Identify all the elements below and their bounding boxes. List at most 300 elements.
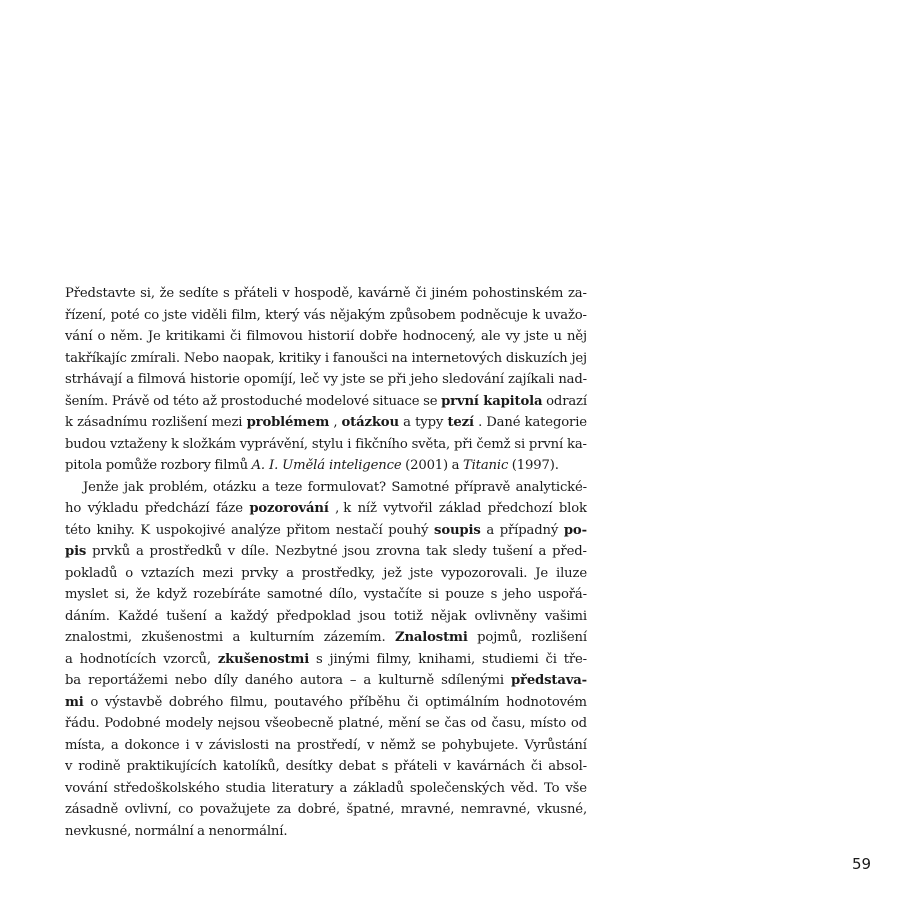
word: (1997). bbox=[511, 458, 559, 473]
word: tušení bbox=[166, 608, 207, 624]
word: se bbox=[421, 737, 436, 753]
word: se bbox=[425, 716, 440, 731]
paragraph-1 bbox=[65, 283, 587, 477]
word: kritikami bbox=[165, 329, 225, 344]
word: že bbox=[159, 286, 175, 301]
word: historie bbox=[189, 372, 240, 387]
text-line bbox=[65, 455, 587, 477]
word: si bbox=[428, 587, 439, 602]
word: když bbox=[156, 587, 187, 602]
word: přáteli bbox=[234, 286, 278, 301]
word: představa- bbox=[510, 673, 587, 688]
word: tezí bbox=[447, 415, 474, 430]
word: nějakým bbox=[329, 307, 386, 323]
word: , k bbox=[335, 501, 352, 516]
word: poutavého bbox=[274, 694, 343, 710]
word: myslet bbox=[65, 587, 109, 602]
word: díle. bbox=[240, 544, 270, 559]
word: i bbox=[347, 436, 352, 452]
word: všeobecně bbox=[264, 716, 334, 731]
word: zkušenostmi bbox=[141, 630, 223, 645]
word: této bbox=[172, 393, 199, 409]
word: a bbox=[197, 823, 205, 839]
word: něm. bbox=[110, 329, 143, 344]
word: přáteli bbox=[394, 759, 438, 774]
word: při bbox=[387, 372, 407, 387]
word: pohostinském bbox=[472, 286, 564, 301]
word: a bbox=[65, 651, 73, 667]
word: a bbox=[538, 544, 547, 559]
word: studia bbox=[225, 780, 266, 796]
word: nad- bbox=[558, 372, 587, 387]
word: kategorie bbox=[524, 415, 587, 430]
word: u bbox=[553, 329, 562, 344]
word: stylu bbox=[311, 436, 344, 452]
text-line bbox=[65, 348, 587, 370]
word: dáním. bbox=[65, 608, 110, 624]
word: a bbox=[451, 458, 460, 473]
word: vztazích bbox=[141, 565, 195, 581]
text-line bbox=[65, 799, 587, 821]
word: filmová bbox=[137, 372, 186, 387]
word: film, bbox=[231, 307, 261, 323]
word: prostředky, bbox=[301, 565, 376, 581]
word: jste bbox=[525, 329, 549, 344]
word: uspokojivé bbox=[155, 522, 226, 538]
word: v bbox=[282, 286, 290, 301]
word: kavárně bbox=[357, 286, 411, 301]
text-line bbox=[65, 498, 587, 520]
word: pokladů bbox=[65, 565, 118, 581]
word: němž bbox=[380, 737, 416, 753]
word: fáze bbox=[215, 501, 243, 516]
word: zajíkali bbox=[508, 372, 555, 387]
word: podněcuje bbox=[460, 307, 528, 323]
word: jiném bbox=[431, 286, 468, 301]
text-line bbox=[65, 477, 587, 499]
word: zrovna bbox=[376, 544, 421, 559]
word: optimálním bbox=[425, 694, 500, 710]
word: prostředí, bbox=[296, 737, 362, 753]
word: vování bbox=[65, 780, 108, 796]
word: každý bbox=[230, 608, 269, 624]
text-line bbox=[65, 434, 587, 456]
word: vzorců, bbox=[163, 651, 211, 667]
word: si, bbox=[140, 286, 155, 301]
word: k bbox=[532, 307, 541, 323]
word: místo bbox=[530, 716, 567, 731]
word: něj bbox=[566, 329, 587, 344]
word: rozlišení bbox=[531, 630, 587, 645]
word: pis bbox=[65, 544, 87, 559]
word: Je bbox=[535, 565, 549, 581]
word: sledy bbox=[452, 544, 487, 559]
word: a bbox=[363, 673, 372, 688]
paragraph-2 bbox=[65, 477, 587, 843]
word: takříkajíc bbox=[65, 350, 127, 366]
word: pomůže bbox=[105, 458, 157, 473]
word: analytické- bbox=[515, 479, 587, 495]
word: si, bbox=[114, 587, 130, 602]
text-line bbox=[65, 735, 587, 757]
word: analýze bbox=[231, 522, 281, 538]
word: ho bbox=[65, 501, 82, 516]
word: Titanic bbox=[462, 458, 509, 473]
word: filmů bbox=[214, 458, 248, 473]
text-line bbox=[65, 627, 587, 649]
word: či bbox=[415, 286, 427, 301]
word: mi bbox=[65, 694, 84, 710]
word: s bbox=[490, 587, 498, 602]
body-text bbox=[65, 283, 587, 842]
word: iluze bbox=[556, 565, 587, 581]
word: sedíte bbox=[178, 286, 219, 301]
word: k bbox=[65, 415, 73, 430]
word: dobré, bbox=[297, 802, 340, 817]
word: v bbox=[227, 544, 236, 559]
word: situace bbox=[372, 393, 420, 409]
word: reportážemi bbox=[88, 673, 168, 688]
word: vy bbox=[323, 372, 338, 387]
word: a bbox=[486, 522, 495, 538]
word: od bbox=[153, 393, 170, 409]
word: zásadně bbox=[65, 802, 119, 817]
word: předchází bbox=[144, 501, 210, 516]
word: či bbox=[407, 694, 419, 710]
word: přípravě bbox=[454, 479, 511, 495]
word: řízení, bbox=[65, 307, 107, 323]
word: hodnotovém bbox=[506, 694, 587, 710]
word: prostředků bbox=[149, 544, 222, 559]
word: šením. bbox=[65, 393, 109, 409]
word: , otázkou bbox=[333, 415, 399, 430]
word: nejsou bbox=[217, 716, 261, 731]
word: prvků bbox=[92, 544, 131, 559]
word: To bbox=[543, 780, 560, 796]
word: či bbox=[545, 651, 557, 667]
word: vztaženy bbox=[109, 436, 168, 452]
word: jej bbox=[571, 350, 587, 366]
word: až bbox=[202, 393, 217, 409]
word: kulturně bbox=[378, 673, 435, 688]
word: rodině bbox=[78, 759, 121, 774]
word: špatné, bbox=[346, 802, 395, 817]
word: otázku bbox=[212, 479, 257, 495]
word: pojmů, bbox=[477, 630, 522, 645]
word: mění bbox=[388, 716, 421, 731]
word: Podobné bbox=[104, 716, 161, 731]
word: světa, bbox=[411, 436, 451, 452]
word: formulovat? bbox=[307, 479, 386, 495]
word: považujete bbox=[199, 802, 271, 817]
word: pozorování bbox=[249, 501, 329, 516]
word: pohybujete. bbox=[441, 737, 519, 753]
word: jste bbox=[163, 307, 187, 323]
word: čas bbox=[444, 716, 466, 731]
word: v bbox=[65, 759, 73, 774]
word: problém, bbox=[148, 479, 208, 495]
word: mravné, bbox=[400, 802, 455, 817]
word: vše bbox=[565, 780, 587, 796]
word: autora bbox=[300, 673, 343, 688]
word: historií bbox=[307, 329, 355, 344]
word: nebo bbox=[174, 673, 207, 688]
word: fanoušci bbox=[332, 350, 388, 366]
word: desítky bbox=[285, 759, 333, 774]
word: o bbox=[97, 329, 106, 344]
text-line bbox=[65, 520, 587, 542]
word: A. I. Umělá inteligence bbox=[251, 458, 402, 473]
word: s bbox=[316, 651, 323, 667]
word: s bbox=[222, 286, 230, 301]
word: katolíků, bbox=[222, 759, 280, 774]
text-line bbox=[65, 283, 587, 305]
word: pouhý bbox=[388, 522, 429, 538]
word: nevkusné, bbox=[65, 823, 132, 839]
word: fikčního bbox=[355, 436, 408, 452]
word: času, bbox=[491, 716, 526, 731]
word: problémem bbox=[246, 415, 330, 430]
word: kulturním bbox=[249, 630, 315, 645]
word: řádu. bbox=[65, 716, 100, 731]
word: Samotné bbox=[391, 479, 450, 495]
word: Je bbox=[147, 329, 161, 344]
word: jsou bbox=[343, 544, 371, 559]
word: tře- bbox=[563, 651, 587, 667]
word: soupis bbox=[434, 522, 481, 538]
word: vytvořil bbox=[383, 501, 433, 516]
word: a bbox=[339, 780, 348, 796]
word: na bbox=[274, 737, 291, 753]
word: absol- bbox=[548, 759, 587, 774]
word: se bbox=[423, 393, 438, 409]
word: teze bbox=[274, 479, 303, 495]
word: hospodě, bbox=[294, 286, 354, 301]
word: zázemím. bbox=[323, 630, 386, 645]
word: o bbox=[125, 565, 134, 581]
word: vystačíte bbox=[363, 587, 422, 602]
word: filmy, bbox=[376, 651, 412, 667]
word: závislosti bbox=[208, 737, 269, 753]
word: ale bbox=[480, 329, 501, 344]
word: dílo, bbox=[328, 587, 358, 602]
word: Nezbytné bbox=[274, 544, 338, 559]
word: hodnotících bbox=[79, 651, 157, 667]
text-line bbox=[65, 584, 587, 606]
word: po- bbox=[563, 522, 587, 538]
word: ba bbox=[65, 673, 82, 688]
word: strhávají bbox=[65, 372, 122, 387]
word: literatury bbox=[271, 780, 334, 796]
word: dobře bbox=[359, 329, 398, 344]
word: normální bbox=[134, 823, 194, 839]
word: a bbox=[232, 630, 241, 645]
word: typy bbox=[415, 415, 444, 430]
word: se bbox=[369, 372, 384, 387]
word: v bbox=[195, 737, 203, 753]
text-line bbox=[65, 391, 587, 413]
text-line bbox=[65, 756, 587, 778]
word: a bbox=[135, 544, 144, 559]
word: vy bbox=[505, 329, 521, 344]
word: dokonce bbox=[124, 737, 180, 753]
word: zkušenostmi bbox=[217, 651, 310, 667]
word: filmu, bbox=[229, 694, 268, 710]
word: kritiky bbox=[278, 350, 321, 366]
word: společenských bbox=[409, 780, 505, 796]
word: rozbory bbox=[160, 458, 211, 473]
word: opomíjí, bbox=[243, 372, 297, 387]
word: přitom bbox=[286, 522, 331, 538]
word: ovlivněny bbox=[474, 608, 537, 624]
word: filmovou bbox=[246, 329, 303, 344]
word: výkladu bbox=[87, 501, 139, 516]
word: způsobem bbox=[389, 307, 456, 323]
word: poté bbox=[110, 307, 140, 323]
word: jsou bbox=[358, 608, 386, 624]
word: znalostmi, bbox=[65, 630, 132, 645]
word: jste bbox=[409, 565, 433, 581]
word: budou bbox=[65, 436, 107, 452]
word: o bbox=[90, 694, 99, 710]
word: . Dané bbox=[478, 415, 521, 430]
word: tak bbox=[426, 544, 447, 559]
word: modely bbox=[165, 716, 213, 731]
text-line bbox=[65, 305, 587, 327]
word: Vyrůstání bbox=[524, 737, 587, 753]
word: před- bbox=[552, 544, 587, 559]
word: knihami, bbox=[418, 651, 476, 667]
word: mezi bbox=[211, 415, 243, 430]
word: viděli bbox=[191, 307, 227, 323]
word: prostoduché bbox=[220, 393, 303, 409]
word: základů bbox=[353, 780, 404, 796]
word: ka- bbox=[567, 436, 587, 452]
word: Každé bbox=[117, 608, 159, 624]
word: za bbox=[276, 802, 292, 817]
word: K bbox=[140, 522, 151, 538]
text-line bbox=[65, 713, 587, 735]
word: při bbox=[453, 436, 473, 452]
text-line bbox=[65, 326, 587, 348]
word: kavárnách bbox=[456, 759, 525, 774]
word: který bbox=[265, 307, 300, 323]
word: a bbox=[286, 565, 294, 581]
word: jeho bbox=[503, 587, 532, 602]
text-line bbox=[65, 670, 587, 692]
word: Jenže bbox=[83, 479, 119, 495]
word: dobrého bbox=[168, 694, 224, 710]
word: vypozorovali. bbox=[440, 565, 528, 581]
word: věd. bbox=[510, 780, 539, 796]
word: diskuzích bbox=[505, 350, 568, 366]
word: mezi bbox=[202, 565, 234, 581]
word: na bbox=[391, 350, 408, 366]
word: od bbox=[470, 716, 487, 731]
word: jež bbox=[383, 565, 402, 581]
word: a bbox=[126, 372, 134, 387]
word: uspořá- bbox=[537, 587, 587, 602]
word: Představte bbox=[65, 286, 136, 301]
word: vkusné, bbox=[536, 802, 587, 817]
word: rozebíráte bbox=[193, 587, 261, 602]
text-line bbox=[65, 541, 587, 563]
word: předchozí bbox=[487, 501, 553, 516]
word: tušení bbox=[492, 544, 533, 559]
word: i bbox=[324, 350, 329, 366]
word: uvažo- bbox=[544, 307, 587, 323]
word: od bbox=[570, 716, 587, 731]
word: zásadnímu bbox=[77, 415, 148, 430]
word: výstavbě bbox=[104, 694, 163, 710]
word: a bbox=[110, 737, 119, 753]
word: nějak bbox=[430, 608, 467, 624]
word: modelové bbox=[305, 393, 369, 409]
word: leč bbox=[300, 372, 320, 387]
word: či bbox=[530, 759, 543, 774]
text-line bbox=[65, 778, 587, 800]
word: za- bbox=[568, 286, 587, 301]
word: Znalostmi bbox=[394, 630, 468, 645]
text-line bbox=[65, 606, 587, 628]
word: – bbox=[349, 673, 357, 688]
word: i bbox=[185, 737, 190, 753]
word: sdílenými bbox=[441, 673, 504, 688]
word: jste bbox=[341, 372, 366, 387]
word: sledování bbox=[442, 372, 504, 387]
text-line bbox=[65, 649, 587, 671]
word: samotné bbox=[266, 587, 323, 602]
word: vás bbox=[303, 307, 326, 323]
word: vyprávění, bbox=[239, 436, 308, 452]
word: daného bbox=[244, 673, 293, 688]
word: co bbox=[178, 802, 194, 817]
word: internetových bbox=[411, 350, 503, 366]
word: hodnocený, bbox=[402, 329, 476, 344]
word: místa, bbox=[65, 737, 105, 753]
word: v bbox=[367, 737, 375, 753]
word: Právě bbox=[111, 393, 150, 409]
word: k bbox=[170, 436, 179, 452]
word: složkám bbox=[182, 436, 236, 452]
page-number: 59 bbox=[852, 855, 872, 873]
word: první bbox=[528, 436, 564, 452]
word: si bbox=[514, 436, 526, 452]
word: a bbox=[214, 608, 223, 624]
word: blok bbox=[558, 501, 587, 516]
word: platné, bbox=[338, 716, 384, 731]
word: jak bbox=[123, 479, 144, 495]
word: ovlivní, bbox=[124, 802, 172, 817]
word: díly bbox=[214, 673, 238, 688]
word: předpoklad bbox=[276, 608, 351, 624]
word: s bbox=[381, 759, 389, 774]
word: co bbox=[144, 307, 160, 323]
word: naopak, bbox=[222, 350, 275, 366]
word: totiž bbox=[393, 608, 423, 624]
text-line bbox=[65, 369, 587, 391]
word: čemž bbox=[476, 436, 511, 452]
word: jinými bbox=[329, 651, 370, 667]
text-line bbox=[65, 692, 587, 714]
word: příběhu bbox=[349, 694, 401, 710]
word: knihy. bbox=[96, 522, 135, 538]
text-line bbox=[65, 563, 587, 585]
word: pitola bbox=[65, 458, 103, 473]
word: zmírali. bbox=[130, 350, 180, 366]
word: nestačí bbox=[335, 522, 383, 538]
word: studiemi bbox=[481, 651, 539, 667]
